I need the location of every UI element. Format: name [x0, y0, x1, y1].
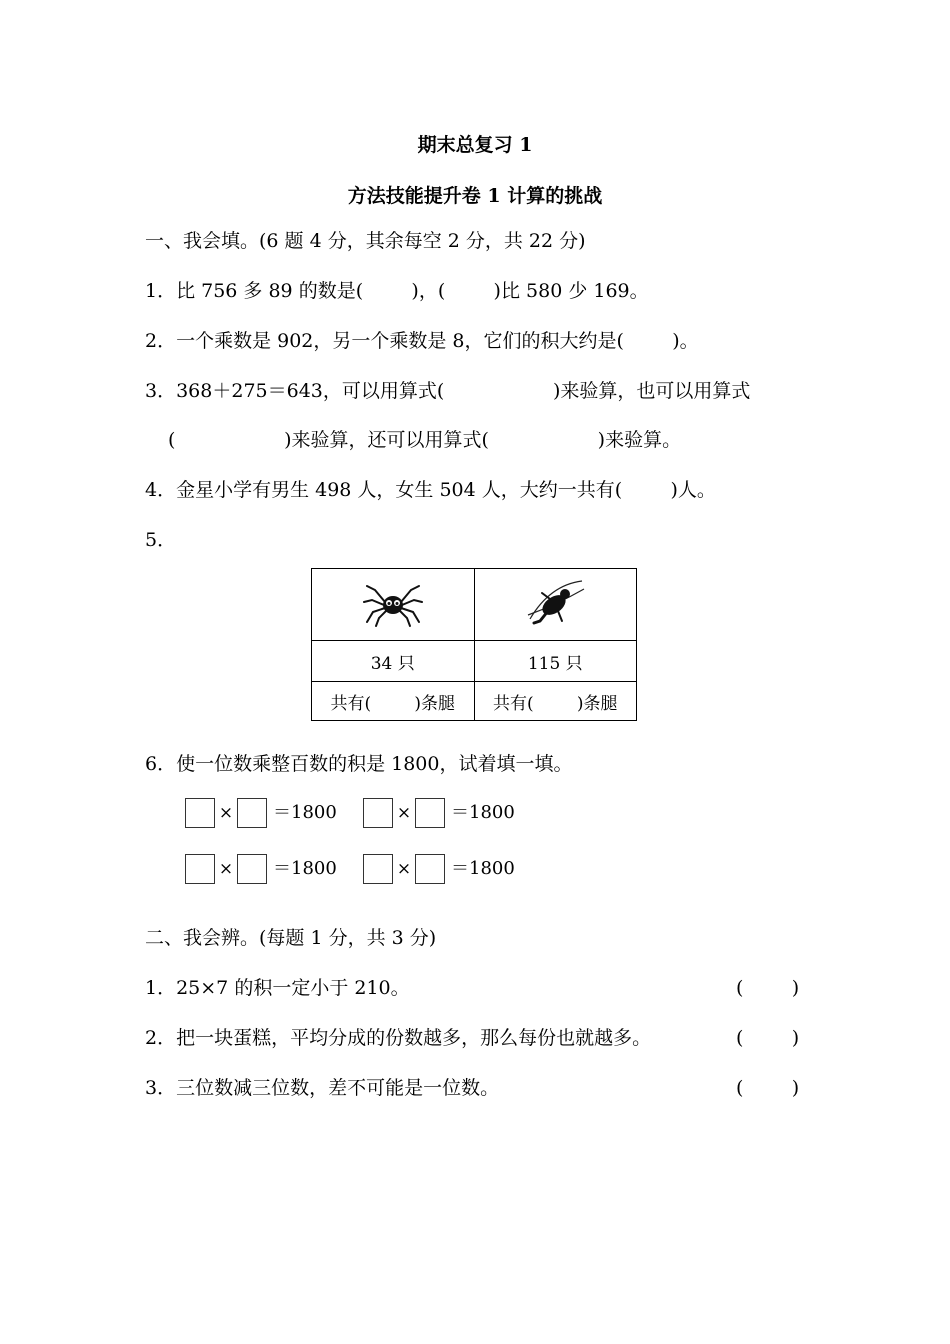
answer-box[interactable] [415, 854, 445, 884]
page-title: 期末总复习 1 [417, 134, 533, 156]
spider-cell [312, 569, 475, 641]
question-1-3-line1: 3．368＋275＝643，可以用算式( )来验算，也可以用算式 [145, 380, 751, 402]
equation-2 [363, 796, 515, 830]
judge-blank-2[interactable]: ( ) [736, 1027, 800, 1049]
times-sign: × [396, 859, 412, 879]
equation-3 [185, 852, 337, 886]
question-2-2: 2．把一块蛋糕，平均分成的份数越多，那么每份也就越多。 [145, 1027, 652, 1049]
question-1-1: 1．比 756 多 89 的数是( )，( )比 580 少 169。 [145, 280, 649, 302]
judge-blank-1[interactable]: ( ) [736, 977, 800, 999]
cricket-legs-blank[interactable]: 共有( )条腿 [474, 682, 637, 721]
question-1-4: 4．金星小学有男生 498 人，女生 504 人，大约一共有( )人。 [145, 479, 716, 501]
equation-result: ＝1800 [451, 858, 515, 879]
cricket-icon [520, 575, 590, 629]
answer-box[interactable] [237, 798, 267, 828]
page-subtitle: 方法技能提升卷 1 计算的挑战 [347, 185, 603, 207]
answer-box[interactable] [237, 854, 267, 884]
spider-legs-blank[interactable]: 共有( )条腿 [312, 682, 475, 721]
equation-4 [363, 852, 515, 886]
times-sign: × [218, 859, 234, 879]
cricket-count: 115 只 [474, 641, 637, 682]
equation-result: ＝1800 [451, 802, 515, 823]
times-sign: × [218, 803, 234, 823]
answer-box[interactable] [363, 798, 393, 828]
spider-count: 34 只 [312, 641, 475, 682]
equation-result: ＝1800 [273, 802, 337, 823]
spider-icon [361, 576, 425, 628]
cricket-cell [474, 569, 637, 641]
times-sign: × [396, 803, 412, 823]
animal-legs-table [311, 568, 637, 721]
question-1-2: 2．一个乘数是 902，另一个乘数是 8，它们的积大约是( )。 [145, 330, 699, 352]
equation-result: ＝1800 [273, 858, 337, 879]
section2-heading: 二、我会辨。(每题 1 分，共 3 分) [145, 927, 437, 949]
question-2-3: 3．三位数减三位数，差不可能是一位数。 [145, 1077, 500, 1099]
section1-heading: 一、我会填。(6 题 4 分，其余每空 2 分，共 22 分) [145, 230, 586, 252]
question-1-5-label: 5． [145, 529, 177, 551]
question-1-3-line2: ( )来验算，还可以用算式( )来验算。 [168, 429, 682, 451]
question-1-6: 6．使一位数乘整百数的积是 1800，试着填一填。 [145, 753, 573, 775]
equation-1 [185, 796, 337, 830]
question-2-1: 1．25×7 的积一定小于 210。 [145, 977, 410, 999]
answer-box[interactable] [363, 854, 393, 884]
judge-blank-3[interactable]: ( ) [736, 1077, 800, 1099]
answer-box[interactable] [185, 854, 215, 884]
answer-box[interactable] [415, 798, 445, 828]
answer-box[interactable] [185, 798, 215, 828]
